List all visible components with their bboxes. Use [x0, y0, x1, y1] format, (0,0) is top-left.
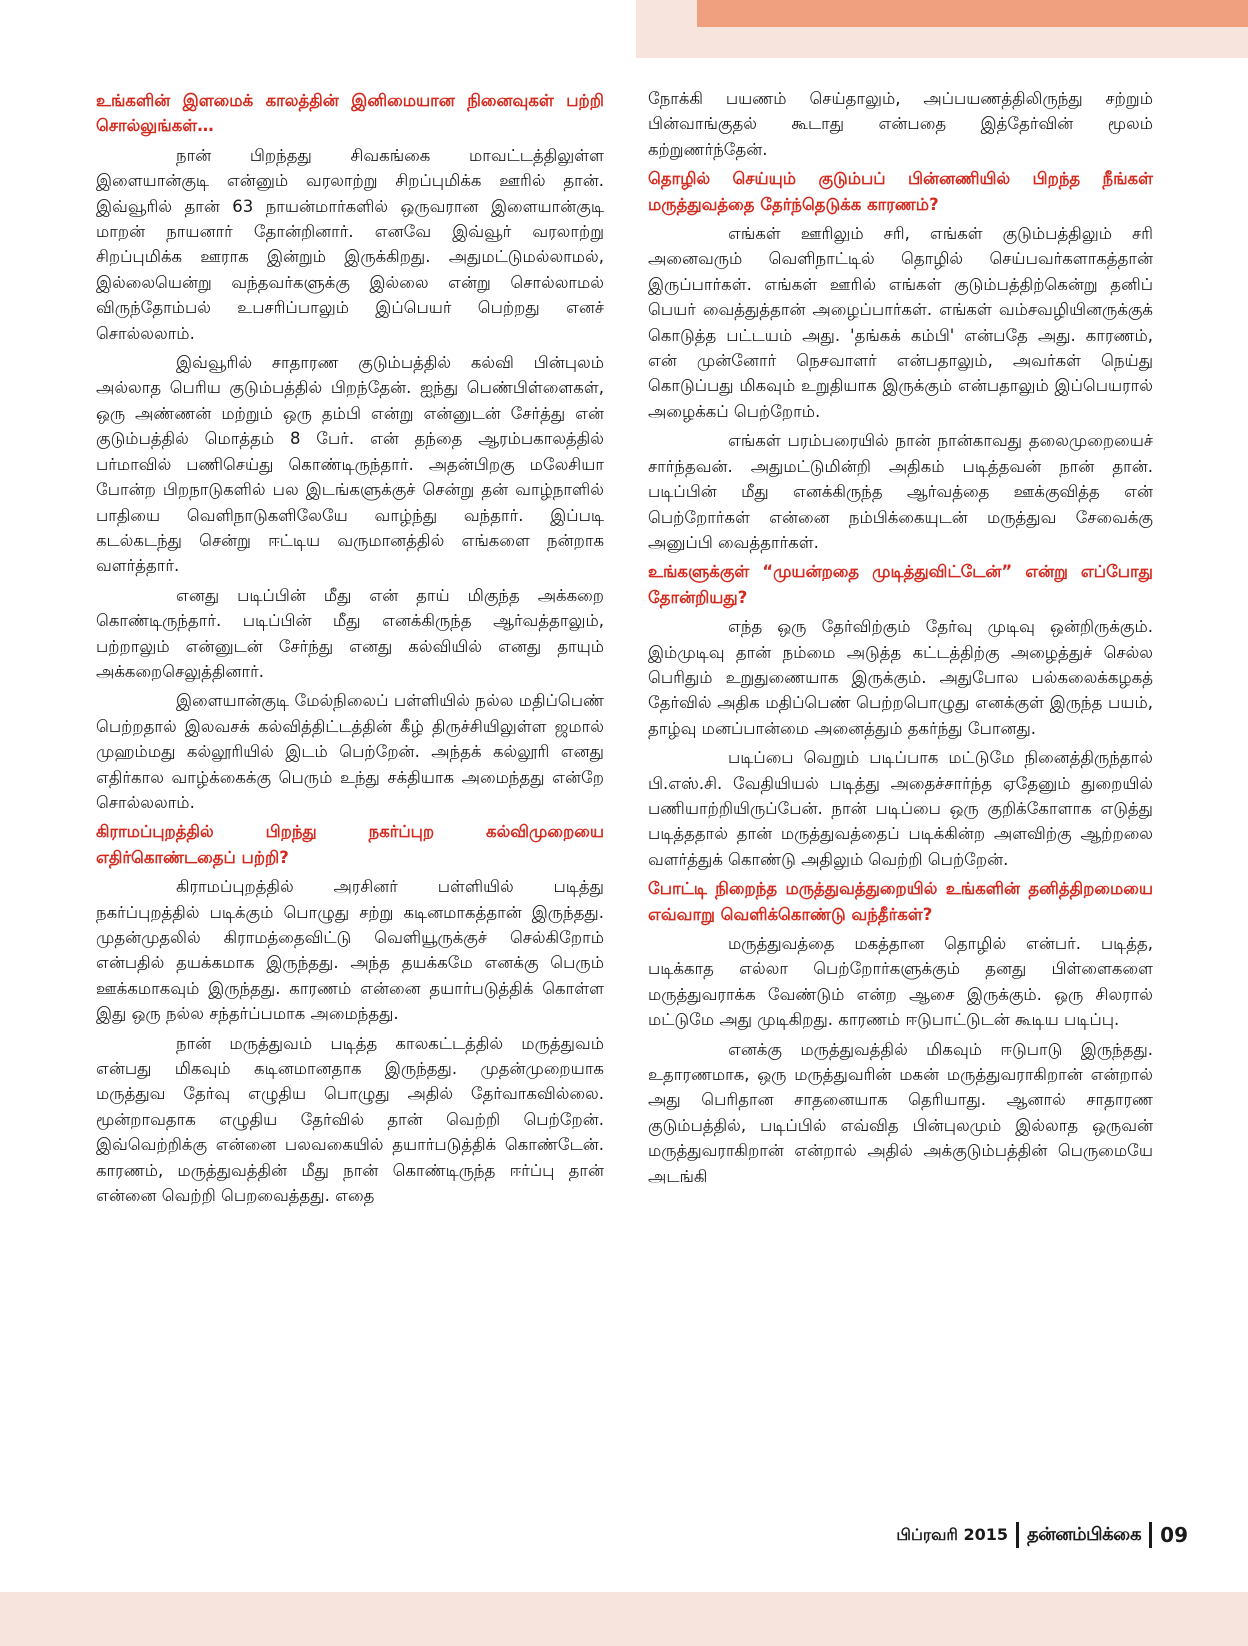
paragraph: படிப்பை வெறும் படிப்பாக மட்டுமே நினைத்திருந்தால் பி.எஸ்.சி. வேதியியல் படித்து அதைச்சார்ந்த ஏதேனும் துறையில் பணியாற்றியிருப்பேன். நான் படிப்பை ஒரு குறிக்கோளாக எடுத்து படித்ததால் தான் மருத்துவத்தைப் படிக்கின்ற அளவிற்கு ஆற்றலை வளர்த்துக் கொண்டு அதிலும் வெற்றி பெற்றேன். — [648, 748, 1153, 869]
paragraph: கிராமப்புறத்தில் அரசினர் பள்ளியில் படித்து நகர்ப்புறத்தில் படிக்கும் பொழுது சற்று கடினமாகத்தான் இருந்தது. முதன்முதலில் கிராமத்தைவிட்டு வெளியூருக்குச் செல்கிறோம் என்பதில் தயக்கமாக இருந்தது. அந்த தயக்கமே எனக்கு பெரும் ஊக்கமாகவும் இருந்தது. காரணம் என்னை தயார்படுத்திக் கொள்ள இது ஒரு நல்ல சந்தர்ப்பமாக அமைந்தது. — [96, 877, 604, 1024]
page-number: 09 — [1160, 1523, 1188, 1547]
question-heading: போட்டி நிறைந்த மருத்துவத்துறையில் உங்களின் தனித்திறமையை எவ்வாறு வெளிக்கொண்டு வந்தீர்கள்? — [648, 879, 1153, 924]
question-heading: உங்களின் இளமைக் காலத்தின் இனிமையான நினைவுகள் பற்றி சொல்லுங்கள்… — [96, 91, 604, 136]
issue-date: பிப்ரவரி 2015 — [896, 1524, 1009, 1544]
footer-divider — [1016, 1522, 1019, 1548]
right-column — [648, 86, 1153, 1193]
question-heading: தொழில் செய்யும் குடும்பப் பின்னணியில் பிறந்த நீங்கள் மருத்துவத்தை தேர்ந்தெடுக்க காரணம்? — [648, 169, 1153, 214]
paragraph: மருத்துவத்தை மகத்தான தொழில் என்பர். படித்த, படிக்காத எல்லா பெற்றோர்களுக்கும் தனது பிள்ளைகளை மருத்துவராக்க வேண்டும் என்ற ஆசை இருக்கும். ஒரு சிலரால் மட்டுமே அது முடிகிறது. காரணம் ஈடுபாட்டுடன் கூடிய படிப்பு. — [648, 934, 1153, 1030]
question-heading: கிராமப்புறத்தில் பிறந்து நகர்ப்புற கல்விமுறையை எதிர்கொண்டதைப் பற்றி? — [96, 822, 604, 867]
paragraph: இவ்வூரில் சாதாரண குடும்பத்தில் கல்வி பின்புலம் அல்லாத பெரிய குடும்பத்தில் பிறந்தேன். ஐந்து பெண்பிள்ளைகள், ஒரு அண்ணன் மற்றும் ஒரு தம்பி என்று என்னுடன் சேர்த்து என் குடும்பத்தில் மொத்தம் 8 பேர். என் தந்தை ஆரம்பகாலத்தில் பர்மாவில் பணிசெய்து கொண்டிருந்தார். அதன்பிறகு மலேசியா போன்ற பிறநாடுகளில் பல இடங்களுக்குச் சென்று தன் வாழ்நாளில் பாதியை வெளிநாடுகளிலேயே வாழ்ந்து வந்தார். இப்படி கடல்கடந்து சென்று ஈட்டிய வருமானத்தில் எங்களை நன்றாக வளர்த்தார். — [96, 353, 604, 576]
left-column — [96, 88, 604, 1212]
paragraph: எனது படிப்பின் மீது என் தாய் மிகுந்த அக்கறை கொண்டிருந்தார். படிப்பின் மீது எனக்கிருந்த ஆர்வத்தாலும், பற்றாலும் என்னுடன் சேர்ந்து எனது கல்வியில் எனது தாயும் அக்கறைசெலுத்தினார். — [96, 585, 604, 681]
paragraph: எங்கள் பரம்பரையில் நான் நான்காவது தலைமுறையைச் சார்ந்தவன். அதுமட்டுமின்றி அதிகம் படித்தவன் நான் தான். படிப்பின் மீது எனக்கிருந்த ஆர்வத்தை ஊக்குவித்த என் பெற்றோர்கள் என்னை நம்பிக்கையுடன் மருத்துவ சேவைக்கு அனுப்பி வைத்தார்கள். — [648, 431, 1153, 552]
top-accent-band — [697, 0, 1248, 27]
footer-divider — [1149, 1522, 1152, 1548]
bottom-decorative-band — [0, 1592, 1248, 1646]
paragraph: எங்கள் ஊரிலும் சரி, எங்கள் குடும்பத்திலும் சரி அனைவரும் வெளிநாட்டில் தொழில் செய்பவர்களாகத்தான் இருப்பார்கள். எங்கள் ஊரில் எங்கள் குடும்பத்திற்கென்று தனிப் பெயர் வைத்துத்தான் அழைப்பார்கள். எங்கள் வம்சவழியினருக்குக் கொடுத்த பட்டயம் அது. 'தங்கக் கம்பி' என்பதே அது. காரணம், என் முன்னோர் நெசவாளர் என்பதாலும், அவர்கள் நெய்து கொடுப்பது மிகவும் உறுதியாக இருக்கும் என்பதாலும் இப்பெயரால் அழைக்கப் பெற்றோம். — [648, 224, 1153, 421]
paragraph: எந்த ஒரு தேர்விற்கும் தேர்வு முடிவு ஒன்றிருக்கும். இம்முடிவு தான் நம்மை அடுத்த கட்டத்திற்கு அழைத்துச் செல்ல பெரிதும் உறுதுணையாக இருக்கும். அதுபோல பல்கலைக்கழகத் தேர்வில் அதிக மதிப்பெண் பெற்றபொழுது எனக்குள் இருந்த பயம், தாழ்வு மனப்பான்மை அனைத்தும் தகர்ந்து போனது. — [648, 617, 1153, 738]
paragraph: நான் பிறந்தது சிவகங்கை மாவட்டத்திலுள்ள இளையான்குடி என்னும் வரலாற்று சிறப்புமிக்க ஊரில் தான். இவ்வூரில் தான் 63 நாயன்மார்களில் ஒருவரான இளையான்குடி மாறன் நாயனார் தோன்றினார். எனவே இவ்வூர் வரலாற்று சிறப்புமிக்க ஊராக இன்றும் இருக்கிறது. அதுமட்டுமல்லாமல், இல்லையென்று வந்தவர்களுக்கு இல்லை என்று சொல்லாமல் விருந்தோம்பல் உபசரிப்பாலும் இப்பெயர் பெற்றது எனச் சொல்லலாம். — [96, 145, 604, 343]
paragraph: இளையான்குடி மேல்நிலைப் பள்ளியில் நல்ல மதிப்பெண் பெற்றதால் இலவசக் கல்வித்திட்டத்தின் கீழ் திருச்சியிலுள்ள ஜமால் முஹம்மது கல்லூரியில் இடம் பெற்றேன். அந்தக் கல்லூரி எனது எதிர்கால வாழ்க்கைக்கு பெரும் உந்து சக்தியாக அமைந்தது என்றே சொல்லலாம். — [96, 691, 604, 812]
paragraph-continuation: நோக்கி பயணம் செய்தாலும், அப்பயணத்திலிருந்து சற்றும் பின்வாங்குதல் கூடாது என்பதை இத்தேர்வின் மூலம் கற்றுணர்ந்தேன். — [648, 89, 1153, 159]
magazine-name: தன்னம்பிக்கை — [1027, 1523, 1142, 1545]
page-footer — [896, 1522, 1188, 1548]
paragraph: நான் மருத்துவம் படித்த காலகட்டத்தில் மருத்துவம் என்பது மிகவும் கடினமானதாக இருந்தது. முதன்முறையாக மருத்துவ தேர்வு எழுதிய பொழுது அதில் தேர்வாகவில்லை. மூன்றாவதாக எழுதிய தேர்வில் தான் வெற்றி பெற்றேன். இவ்வெற்றிக்கு என்னை பலவகையில் தயார்படுத்திக் கொண்டேன். காரணம், மருத்துவத்தின் மீது நான் கொண்டிருந்த ஈர்ப்பு தான் என்னை வெற்றி பெறவைத்தது. எதை — [96, 1033, 604, 1206]
question-heading: உங்களுக்குள் “முயன்றதை முடித்துவிட்டேன்” என்று எப்போது தோன்றியது? — [648, 562, 1153, 607]
paragraph: எனக்கு மருத்துவத்தில் மிகவும் ஈடுபாடு இருந்தது. உதாரணமாக, ஒரு மருத்துவரின் மகன் மருத்துவராகிறான் என்றால் அது பெரிதான சாதனையாக தெரியாது. ஆனால் சாதாரண குடும்பத்தில், படிப்பில் எவ்வித பின்புலமும் இல்லாத ஒருவன் மருத்துவராகிறான் என்றால் அதில் அக்குடும்பத்தின் பெருமையே அடங்கி — [648, 1039, 1153, 1186]
